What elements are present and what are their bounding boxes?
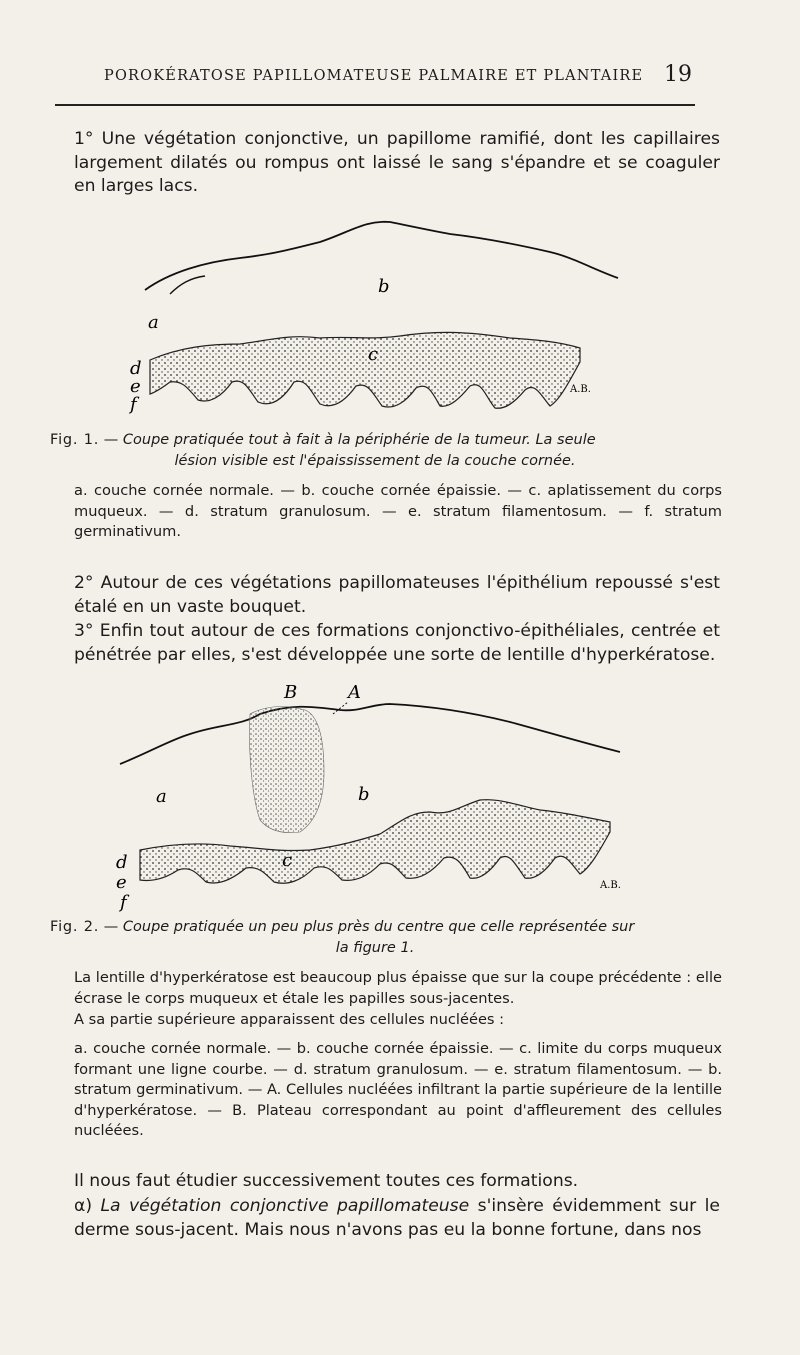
fig1-label-f: f	[130, 394, 137, 415]
fig2-caption-label: Fig. 2.	[50, 919, 100, 935]
figure-2-legend: a. couche cornée normale. — b. couche cornée épaissie. — c. limite du corps muqueux formant une ligne courbe. — d. stratum granulosum. — e. stratum filamentosum. — b. stratum germinativum. — A. Cellules nucléées infiltrant la partie supérieure de la lentille d'hyperkératose. — B. Plateau correspondant au point d'affleurement des cellules nucléées.	[74, 1040, 722, 1139]
paragraph-3: 3° Enfin tout autour de ces formations conjonctivo-épithéliales, centrée et pénétrée par elles, s'est développée une sorte de lentille d'hyperkératose.	[74, 621, 720, 665]
figure-1-drawing	[110, 212, 630, 422]
horny-layer-line-2	[120, 704, 620, 764]
figure-1-legend: a. couche cornée normale. — b. couche cornée épaissie. — c. aplatissement du corps muqueux. — d. stratum granulosum. — e. stratum filamentosum. — f. stratum germinativum.	[74, 482, 722, 540]
fig1-label-c: c	[368, 344, 379, 365]
fig2-label-B: B	[284, 682, 298, 703]
figure-2-caption	[50, 917, 700, 959]
paragraph-5-rest: s'insère évidemment sur le derme sous-jacent. Mais nous n'avons pas eu la bonne fortune, dans nos	[74, 1196, 720, 1240]
fig2-label-c: c	[282, 850, 293, 871]
fig2-caption-dash: —	[99, 919, 123, 935]
mucous-body-2	[140, 800, 610, 884]
nucleated-cells-lens	[249, 707, 324, 833]
fig2-caption-line2: la figure 1.	[335, 940, 415, 956]
paragraph-1: 1° Une végétation conjonctive, un papillome ramifié, dont les capillaires largement dilatés ou rompus ont laissé le sang s'épandre et se coaguler en larges lacs.	[74, 129, 720, 196]
paragraph-4: Il nous faut étudier successivement toutes ces formations.	[74, 1171, 579, 1191]
figure-1-caption	[50, 430, 700, 472]
figure-1	[110, 212, 630, 422]
paragraph-5-marker: α)	[74, 1196, 93, 1216]
figure-2-drawing	[110, 682, 630, 914]
header-rule	[55, 104, 695, 106]
paragraph-2: 2° Autour de ces végétations papillomateuses l'épithélium repoussé s'est étalé en un vaste bouquet.	[74, 573, 720, 617]
fig1-caption-line1: Coupe pratiquée tout à fait à la périphérie de la tumeur. La seule	[122, 432, 596, 448]
fig2-label-e: e	[116, 872, 127, 893]
running-head	[104, 62, 694, 87]
fig2-label-b: b	[358, 784, 370, 805]
fig2-caption-line1: Coupe pratiquée un peu plus près du centre que celle représentée sur	[122, 919, 635, 935]
fig2-label-d: d	[116, 852, 128, 873]
fig1-signature: A.B.	[570, 384, 591, 395]
fig1-label-a: a	[148, 312, 159, 333]
figure-2-text-1: La lentille d'hyperkératose est beaucoup plus épaisse que sur la coupe précédente : elle écrase le corps muqueux et étale les papilles sous-jacentes.	[74, 969, 722, 1007]
paragraph-5	[50, 1195, 720, 1242]
page-number: 19	[664, 62, 692, 87]
paragraph-5-italic: La végétation conjonctive papillomateuse	[100, 1196, 470, 1216]
figure-2	[110, 682, 630, 914]
fig2-signature: A.B.	[600, 880, 621, 891]
fig1-caption-dash: —	[99, 432, 123, 448]
fig2-label-a: a	[156, 786, 167, 807]
fig1-caption-label: Fig. 1.	[50, 432, 100, 448]
fig1-caption-line2: lésion visible est l'épaississement de la couche cornée.	[174, 453, 576, 469]
running-title: POROKÉRATOSE PAPILLOMATEUSE PALMAIRE ET PLANTAIRE	[104, 68, 644, 84]
fig1-label-d: d	[130, 358, 142, 379]
mucous-body	[150, 332, 580, 408]
fig2-label-A: A	[348, 682, 361, 703]
fig1-label-b: b	[378, 276, 390, 297]
figure-2-text-2: A sa partie supérieure apparaissent des cellules nucléées :	[74, 1011, 505, 1028]
fig1-label-e: e	[130, 376, 141, 397]
fig2-label-f: f	[120, 892, 127, 913]
